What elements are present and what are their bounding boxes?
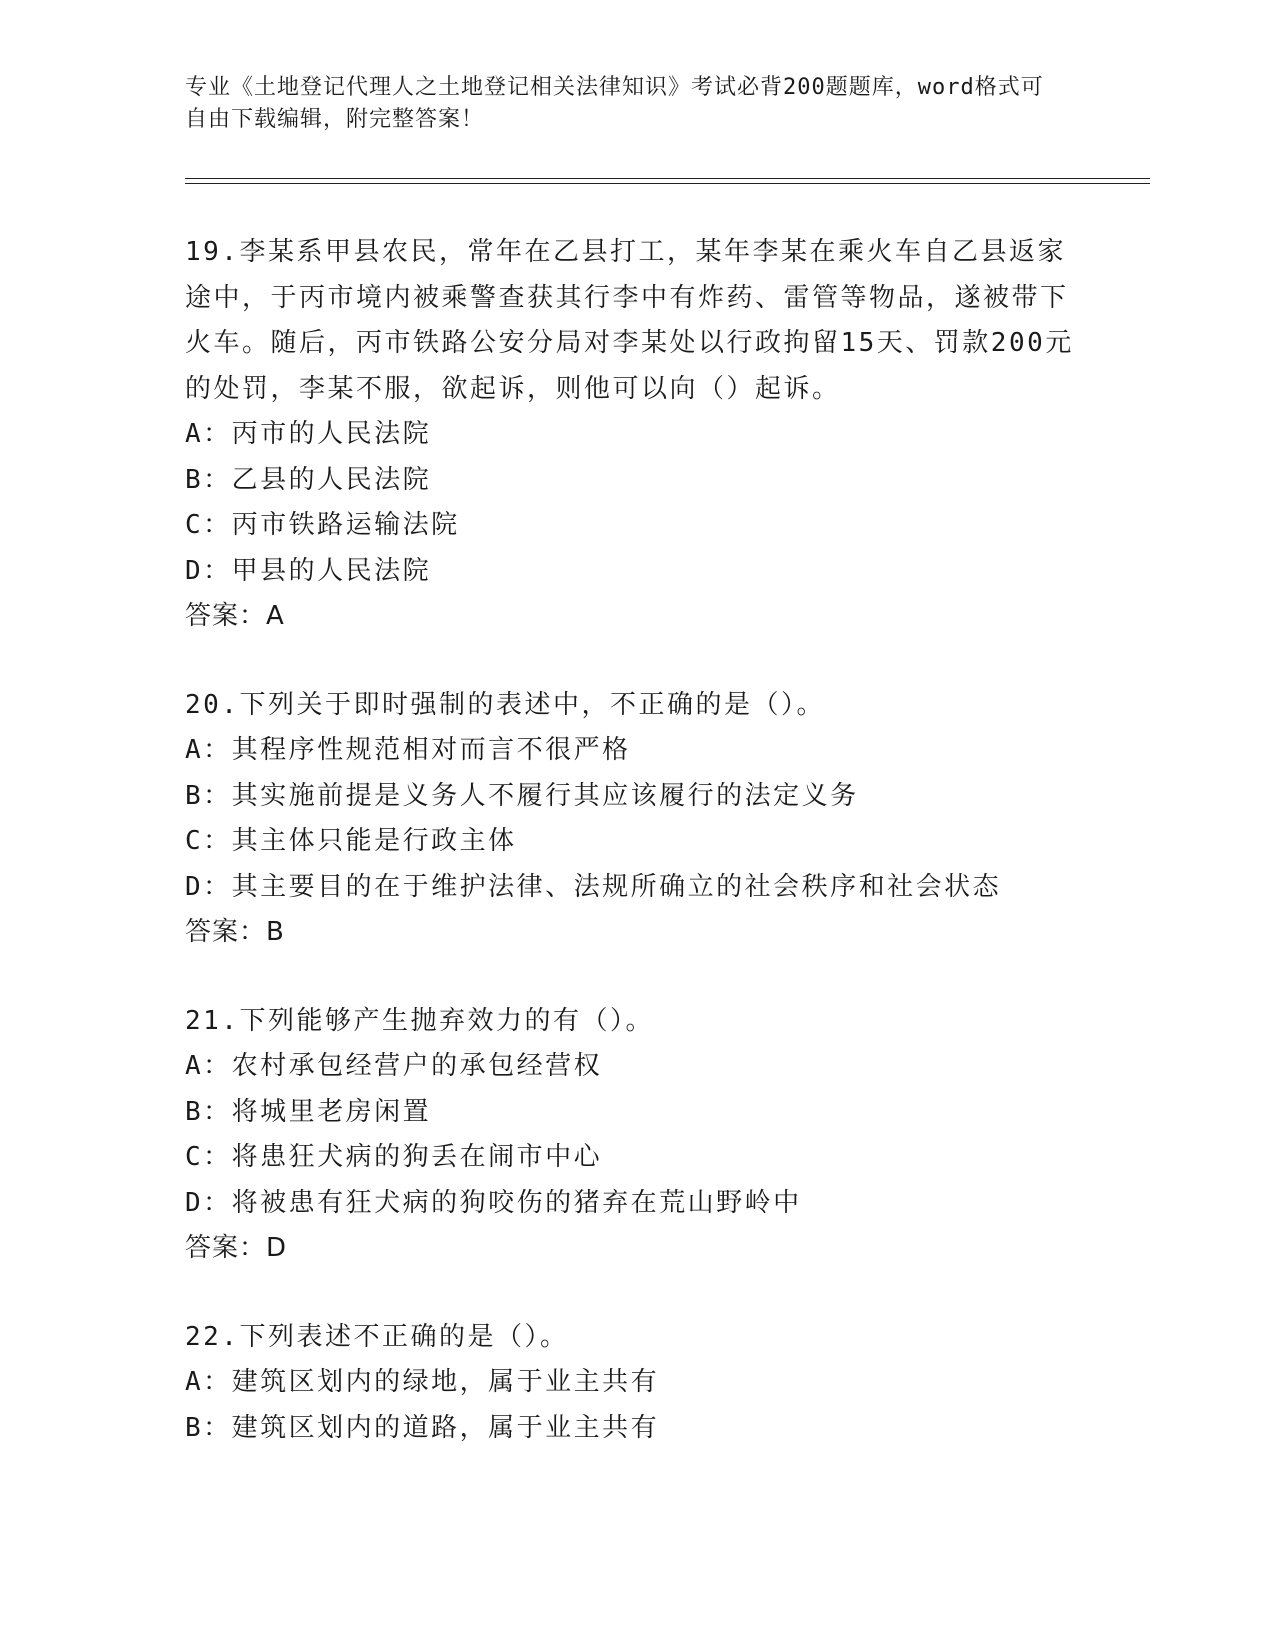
option-c: C：将患狂犬病的狗丢在闹市中心	[185, 1142, 603, 1172]
option-c: C：丙市铁路运输法院	[185, 510, 460, 540]
question-stem: 20.下列关于即时强制的表述中，不正确的是（）。	[185, 689, 825, 720]
document-header: 专业《土地登记代理人之土地登记相关法律知识》考试必背200题题库，word格式可自由下载编辑，附完整答案！	[185, 75, 1044, 132]
answer-line: 答案：A	[185, 601, 285, 631]
question-22	[185, 1315, 1085, 1452]
option-d: D：其主要目的在于维护法律、法规所确立的社会秩序和社会状态	[185, 871, 1002, 902]
question-21	[185, 999, 1085, 1272]
option-b: B：将城里老房闲置	[185, 1096, 432, 1127]
question-20	[185, 683, 1085, 956]
option-b: B：乙县的人民法院	[185, 464, 432, 495]
header-divider-bottom	[185, 183, 1150, 184]
question-stem: 22.下列表述不正确的是（）。	[185, 1321, 569, 1352]
option-b: B：其实施前提是义务人不履行其应该履行的法定义务	[185, 780, 859, 811]
option-c: C：其主体只能是行政主体	[185, 826, 517, 856]
option-a: A：农村承包经营户的承包经营权	[185, 1051, 603, 1081]
question-19	[185, 230, 1085, 640]
answer-line: 答案：D	[185, 1233, 288, 1263]
question-stem: 21.下列能够产生抛弃效力的有（）。	[185, 1005, 654, 1036]
option-d: D：甲县的人民法院	[185, 555, 432, 586]
option-a: A：丙市的人民法院	[185, 419, 432, 449]
question-list	[185, 230, 1085, 1494]
option-a: A：建筑区划内的绿地，属于业主共有	[185, 1367, 660, 1397]
option-d: D：将被患有狂犬病的狗咬伤的猪弃在荒山野岭中	[185, 1187, 802, 1218]
answer-line: 答案：B	[185, 917, 285, 947]
header-divider-top	[185, 178, 1150, 179]
option-a: A：其程序性规范相对而言不很严格	[185, 735, 631, 765]
question-stem: 19.李某系甲县农民，常年在乙县打工，某年李某在乘火车自乙县返家途中，于丙市境内被乘警查获其行李中有炸药、雷管等物品，遂被带下火车。随后，丙市铁路公安分局对李某处以行政拘留15天、罚款200元的处罚，李某不服，欲起诉，则他可以向（）起诉。	[185, 237, 1074, 404]
option-b: B：建筑区划内的道路，属于业主共有	[185, 1412, 660, 1443]
